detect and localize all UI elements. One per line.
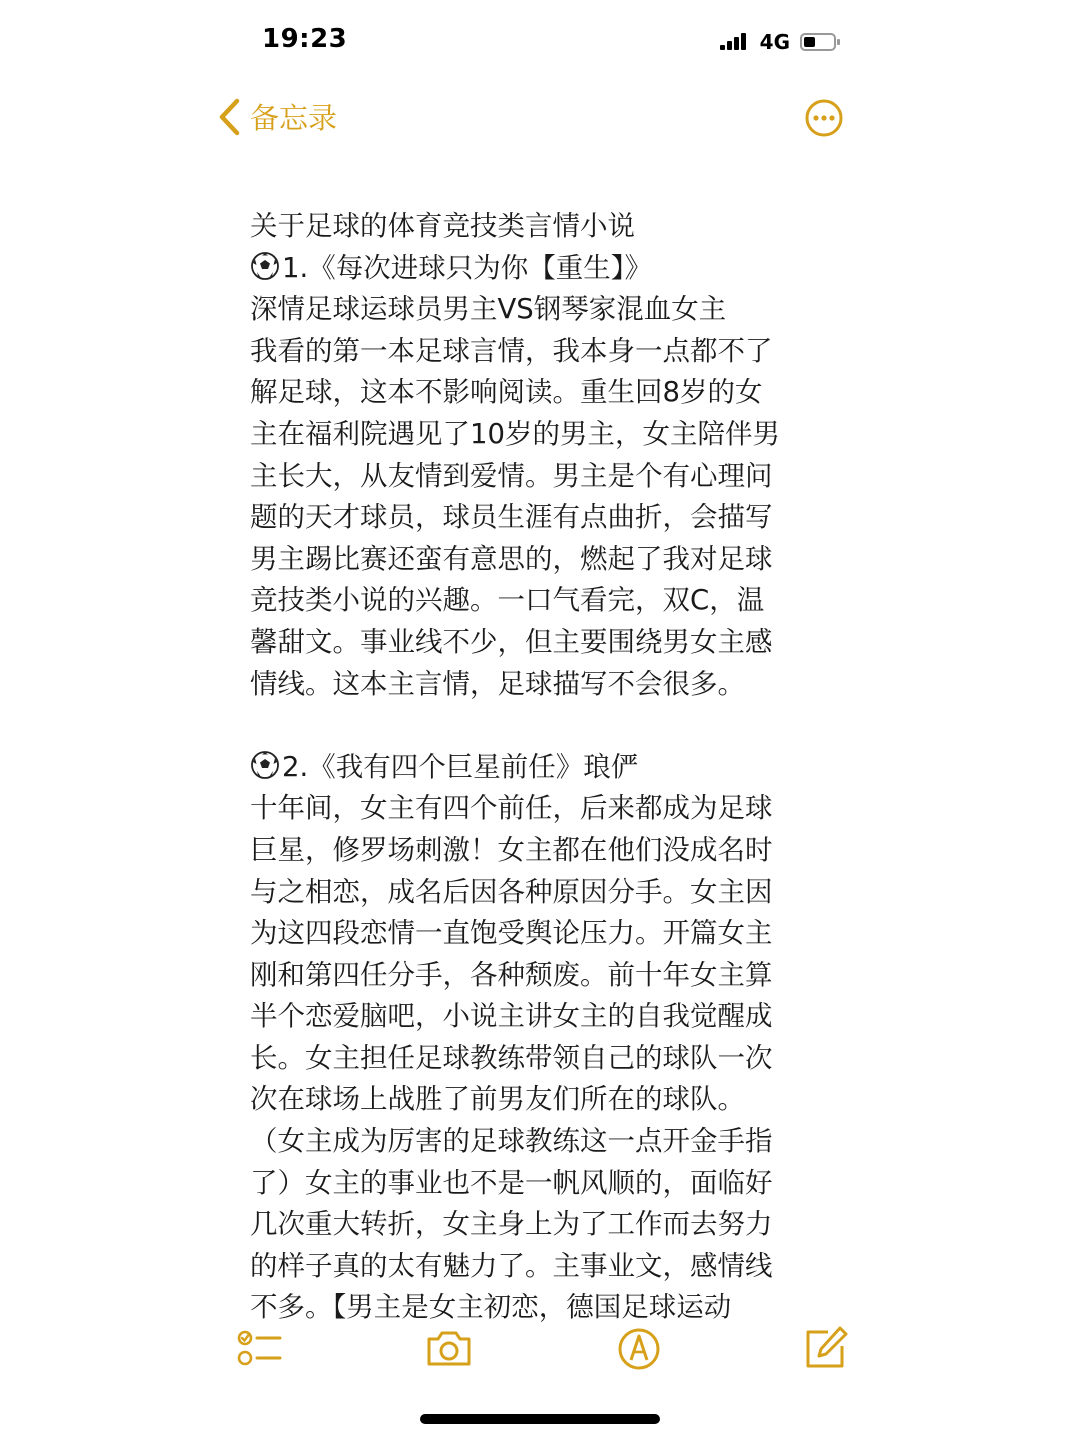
note-line: 刚和第四任分手，各种颓废。前十年女主算 (250, 958, 773, 991)
note-line: 解足球，这本不影响阅读。重生回8岁的女 (250, 376, 763, 409)
compose-icon[interactable] (800, 1324, 850, 1374)
note-line: 不多。【男主是女主初恋，德国足球运动 (250, 1291, 732, 1324)
markup-pen-icon[interactable] (614, 1324, 664, 1374)
note-line: 主长大，从友情到爱情。男主是个有心理问 (250, 459, 773, 492)
note-line: 巨星，修罗场刺激！女主都在他们没成名时 (250, 833, 773, 866)
back-label: 备忘录 (250, 101, 338, 135)
note-line: 男主踢比赛还蛮有意思的，燃起了我对足球 (250, 542, 773, 575)
signal-icon (720, 32, 750, 52)
soccer-ball-icon (250, 251, 280, 281)
camera-icon[interactable] (424, 1324, 474, 1374)
soccer-ball-icon (250, 750, 280, 780)
note-line: （女主成为厉害的足球教练这一点开金手指 (250, 1125, 773, 1158)
note-line-text: 2.《我有四个巨星前任》琅俨 (282, 750, 639, 783)
note-line-text: 1.《每次进球只为你【重生】》 (282, 251, 652, 284)
status-time: 19:23 (262, 24, 348, 54)
battery-icon (800, 32, 842, 52)
note-line: 半个恋爱脑吧，小说主讲女主的自我觉醒成 (250, 1000, 773, 1033)
bottom-toolbar (0, 1310, 1080, 1386)
note-blank-line (250, 705, 830, 747)
back-button[interactable] (218, 96, 337, 137)
note-line: 次在球场上战胜了前男友们所在的球队。 (250, 1083, 745, 1116)
note-line: 深情足球运球员男主VS钢琴家混血女主 (250, 293, 727, 326)
home-indicator (420, 1414, 660, 1424)
note-line: 十年间，女主有四个前任，后来都成为足球 (250, 792, 773, 825)
note-line: 长。女主担任足球教练带领自己的球队一次 (250, 1041, 773, 1074)
note-line: 情线。这本主言情，足球描写不会很多。 (250, 667, 745, 700)
note-line: 为这四段恋情一直饱受舆论压力。开篇女主 (250, 917, 773, 950)
note-line: 题的天才球员，球员生涯有点曲折，会描写 (250, 501, 773, 534)
network-type: 4G (759, 30, 790, 54)
status-bar (0, 0, 1080, 84)
more-options-icon[interactable] (804, 98, 844, 138)
note-line: 我看的第一本足球言情，我本身一点都不了 (250, 334, 773, 367)
note-line: 了）女主的事业也不是一帆风顺的，面临好 (250, 1166, 773, 1199)
checklist-icon[interactable] (236, 1324, 286, 1374)
note-line (250, 248, 830, 290)
chevron-left-icon (218, 98, 240, 136)
nav-bar (0, 88, 1080, 148)
status-indicators (720, 30, 842, 54)
note-line (250, 747, 830, 789)
note-title: 关于足球的体育竞技类言情小说 (250, 210, 635, 242)
note-line: 与之相恋，成名后因各种原因分手。女主因 (250, 875, 773, 908)
note-line: 的样子真的太有魅力了。主事业文，感情线 (250, 1249, 773, 1282)
note-line: 馨甜文。事业线不少，但主要围绕男女主感 (250, 625, 773, 658)
note-line: 竞技类小说的兴趣。一口气看完，双C，温 (250, 584, 765, 617)
note-body[interactable] (250, 206, 830, 1324)
note-line: 几次重大转折，女主身上为了工作而去努力 (250, 1208, 773, 1241)
note-line: 主在福利院遇见了10岁的男主，女主陪伴男 (250, 417, 780, 450)
